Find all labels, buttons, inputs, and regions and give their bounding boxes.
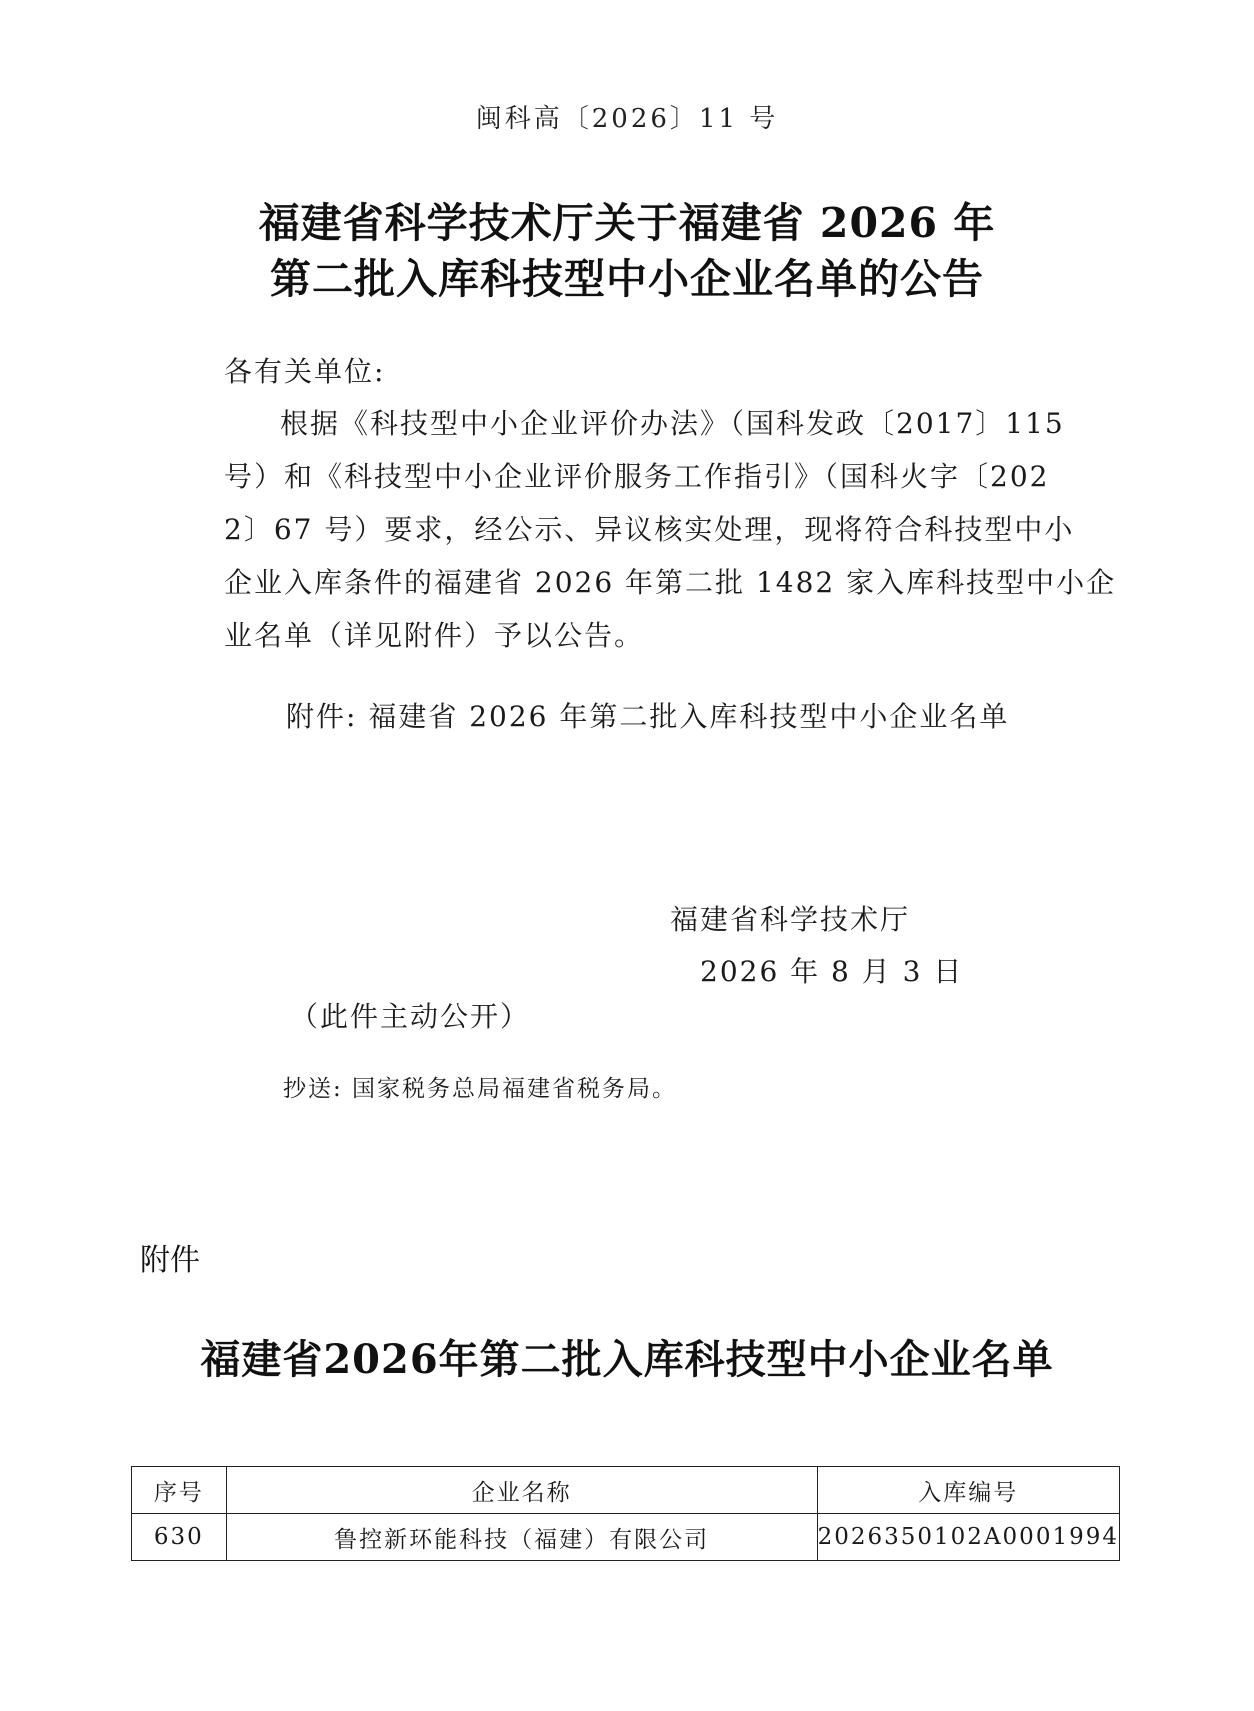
cc-line: 抄送: 国家税务总局福建省税务局。 <box>283 1076 678 1102</box>
row-code-cell: 2026350102A0001994 <box>817 1514 1119 1561</box>
column-header-name: 企业名称 <box>226 1467 817 1514</box>
enterprise-list-title: 福建省2026年第二批入库科技型中小企业名单 <box>200 1336 1054 1383</box>
salutation: 各有关单位: <box>224 355 386 388</box>
disclosure-note: （此件主动公开） <box>290 1000 531 1033</box>
issuing-authority: 福建省科学技术厅 <box>670 903 911 936</box>
attachment-heading: 附件 <box>140 1243 200 1278</box>
document-number: 闽科高〔2026〕11 号 <box>475 104 779 134</box>
body-paragraph-line: 号）和《科技型中小企业评价服务工作指引》（国科火字〔202 <box>224 460 1050 493</box>
table-header-row <box>132 1467 1120 1514</box>
attachment-reference: 附件: 福建省 2026 年第二批入库科技型中小企业名单 <box>286 700 1010 733</box>
announcement-title-line-1: 福建省科学技术厅关于福建省 2026 年 <box>258 199 996 247</box>
body-paragraph-line: 业名单（详见附件）予以公告。 <box>224 619 645 652</box>
row-name-cell: 鲁控新环能科技（福建）有限公司 <box>226 1514 817 1561</box>
column-header-seq: 序号 <box>132 1467 227 1514</box>
announcement-title-line-2: 第二批入库科技型中小企业名单的公告 <box>270 255 984 303</box>
body-paragraph-line: 企业入库条件的福建省 2026 年第二批 1482 家入库科技型中小企 <box>224 566 1117 599</box>
body-paragraph-line: 2〕67 号）要求，经公示、异议核实处理，现将符合科技型中小 <box>224 513 1075 546</box>
column-header-code: 入库编号 <box>817 1467 1119 1514</box>
body-paragraph-line: 根据《科技型中小企业评价办法》（国科发政〔2017〕115 <box>280 407 1065 440</box>
table-row <box>132 1514 1120 1561</box>
enterprise-table <box>131 1466 1120 1561</box>
issue-date: 2026 年 8 月 3 日 <box>700 955 964 988</box>
row-seq-cell: 630 <box>132 1514 227 1561</box>
